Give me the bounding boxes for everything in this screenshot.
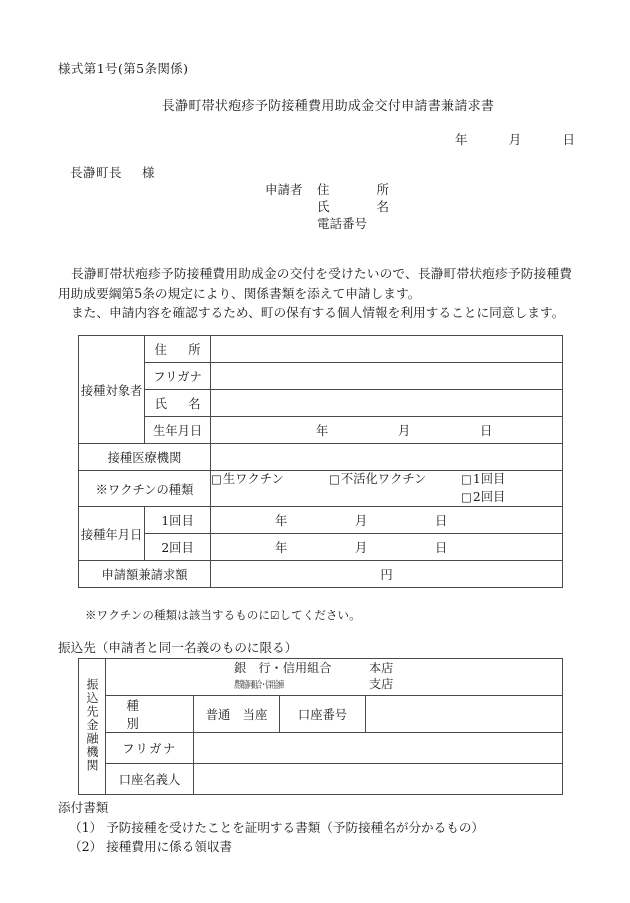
vaccination-date-label: 接種年月日 [80, 527, 143, 542]
furigana-input-cell[interactable] [211, 363, 563, 390]
birthdate-month-label: 月 [398, 424, 411, 438]
kind-options-cell[interactable] [194, 696, 280, 733]
applicant-label: 申請者 [265, 182, 303, 197]
account-holder-label: 口座名義人 [118, 773, 181, 787]
bank-line-1: 銀 行・信用組合 [234, 661, 332, 675]
dose2-year-label: 年 [275, 541, 288, 555]
amount-input-cell[interactable] [211, 561, 563, 588]
name-label-cell [145, 390, 211, 417]
applicant-name-row [265, 197, 389, 214]
vaccine-option-dose1[interactable] [461, 471, 505, 489]
table-row-dose1-date [79, 507, 563, 534]
body-paragraph-1: 長瀞町帯状疱疹予防接種費用助成金の交付を受けたいので、長瀞町帯状疱疹予防接種費用助成要綱第5条の規定により、関係書類を添えて申請します。 [58, 266, 572, 301]
vaccine-option-inactivated[interactable] [329, 471, 461, 489]
branch-line-1: 本店 [369, 661, 394, 675]
applicant-block [265, 180, 389, 231]
branch-guides [369, 660, 393, 694]
dose1-label: 1回目 [161, 514, 194, 528]
dose1-date-input-cell[interactable] [211, 507, 563, 534]
dose2-date-input-cell[interactable] [211, 534, 563, 561]
addressee-honorific: 様 [142, 165, 156, 180]
vaccine-option-dose2-label: 2回目 [472, 489, 506, 504]
kind-options: 普通 当座 [205, 708, 268, 722]
attachment-item-2: （2） 接種費用に係る領収書 [69, 839, 233, 854]
table-row-name [79, 390, 563, 417]
institution-label-cell [79, 444, 211, 471]
addressee [70, 163, 155, 181]
table-row-dose2-date [79, 534, 563, 561]
checkbox-icon[interactable]: □ [461, 472, 472, 486]
addressee-name: 長瀞町長 [70, 165, 123, 180]
birthdate-label-cell [145, 417, 211, 444]
vaccine-type-options-cell [211, 471, 563, 507]
bank-vertical-label: 振込先金融機関 [85, 677, 99, 773]
vaccine-option-live[interactable] [211, 471, 329, 489]
birthdate-label: 生年月日 [152, 424, 203, 438]
vaccine-type-label: ※ワクチンの種類 [95, 482, 194, 497]
applicant-address-row [265, 180, 389, 197]
form-number: 様式第1号(第5条関係) [58, 61, 189, 76]
dose1-label-cell [145, 507, 211, 534]
bank-row-account-holder [79, 764, 563, 795]
account-number-label: 口座番号 [297, 708, 348, 722]
birthdate-ymd [211, 421, 562, 439]
vaccine-type-label-cell [79, 471, 211, 507]
vaccine-option-dose2[interactable] [461, 490, 505, 504]
vaccine-type-note [85, 607, 361, 623]
amount-label-cell [79, 561, 211, 588]
birthdate-year-label: 年 [316, 424, 329, 438]
application-main-table [78, 335, 563, 588]
bank-name-input-cell[interactable] [106, 659, 563, 696]
birthdate-input-cell[interactable] [211, 417, 563, 444]
vaccine-option-dose1-label: 1回目 [472, 472, 506, 486]
subject-label-cell [79, 336, 145, 444]
applicant-address-label: 住 所 [317, 182, 389, 197]
dose1-ymd [211, 511, 562, 529]
bank-row-furigana [79, 733, 563, 764]
bank-row-name [79, 659, 563, 696]
dose1-month-label: 月 [355, 514, 368, 528]
bank-vertical-label-cell [79, 659, 106, 795]
note-suffix: してください。 [279, 608, 361, 622]
table-row-birthdate [79, 417, 563, 444]
bank-row-kind [79, 696, 563, 733]
name-input-cell[interactable] [211, 390, 563, 417]
header-date-line [455, 130, 575, 148]
dose1-day-label: 日 [435, 514, 448, 528]
checkbox-icon[interactable]: □ [329, 472, 340, 486]
bank-line-2: 農業協同組合・信用金庫 [234, 680, 284, 691]
kind-label: 種 別 [126, 699, 164, 731]
amount-unit: 円 [380, 568, 393, 582]
account-holder-input-cell[interactable] [194, 764, 563, 795]
dose2-ymd [211, 538, 562, 556]
vaccine-option-inactivated-label: 不活化ワクチン [340, 472, 427, 486]
table-row-vaccine-type [79, 471, 563, 507]
checkbox-icon[interactable]: □ [461, 489, 472, 504]
address-input-cell[interactable] [211, 336, 563, 363]
body-text [58, 264, 572, 323]
bank-type-guides [234, 660, 369, 694]
dose2-day-label: 日 [435, 541, 448, 555]
table-row-furigana [79, 363, 563, 390]
table-row-address [79, 336, 563, 363]
note-prefix: ※ワクチンの種類は該当するものに [85, 608, 271, 622]
institution-label: 接種医療機関 [107, 451, 182, 465]
address-label: 住 所 [154, 343, 201, 357]
dose2-label-cell [145, 534, 211, 561]
name-label: 氏 名 [154, 397, 201, 411]
subject-label: 接種対象者 [80, 383, 143, 398]
institution-input-cell[interactable] [211, 444, 563, 471]
checked-checkbox-icon: ☑ [270, 610, 280, 622]
furigana-label-cell [145, 363, 211, 390]
header-date-year: 年 [455, 132, 468, 147]
birthdate-day-label: 日 [480, 424, 493, 438]
bank-name-guides [106, 660, 562, 694]
attachment-item-1: （1） 予防接種を受けたことを証明する書類（予防接種名が分かるもの） [69, 819, 485, 835]
dose2-label: 2回目 [161, 541, 194, 555]
body-paragraph-2: また、申請内容を確認するため、町の保有する個人情報を利用することに同意します。 [71, 305, 565, 320]
attachments-block [58, 798, 484, 857]
bank-furigana-label-cell [106, 733, 194, 764]
bank-furigana-input-cell[interactable] [194, 733, 563, 764]
account-holder-label-cell [106, 764, 194, 795]
attachments-title: 添付書類 [58, 800, 109, 815]
vaccine-options-line-2 [211, 489, 562, 507]
branch-line-2: 支店 [369, 677, 394, 691]
furigana-label: フリガナ [153, 370, 202, 384]
amount-label: 申請額兼請求額 [101, 568, 188, 582]
account-number-input-cell[interactable] [366, 696, 563, 733]
vaccine-options-line-1 [211, 471, 562, 489]
bank-furigana-label: フリガナ [122, 742, 177, 756]
document-title: 長瀞町帯状疱疹予防接種費用助成金交付申請書兼請求書 [161, 99, 495, 114]
applicant-phone-row [265, 214, 389, 231]
table-row-institution [79, 444, 563, 471]
vaccination-date-label-cell [79, 507, 145, 561]
bank-transfer-table [78, 658, 563, 795]
kind-label-cell [106, 696, 194, 733]
dose1-year-label: 年 [275, 514, 288, 528]
header-date-day: 日 [562, 132, 575, 147]
checkbox-icon[interactable]: □ [211, 472, 222, 486]
account-number-label-cell [280, 696, 366, 733]
header-date-month: 月 [508, 132, 522, 147]
applicant-name-label: 氏 名 [317, 199, 389, 214]
bank-section-heading: 振込先（申請者と同一名義のものに限る） [58, 640, 298, 655]
address-label-cell [145, 336, 211, 363]
dose2-month-label: 月 [355, 541, 368, 555]
applicant-phone-label: 電話番号 [317, 216, 368, 231]
table-row-amount [79, 561, 563, 588]
vaccine-option-live-label: 生ワクチン [222, 472, 284, 486]
